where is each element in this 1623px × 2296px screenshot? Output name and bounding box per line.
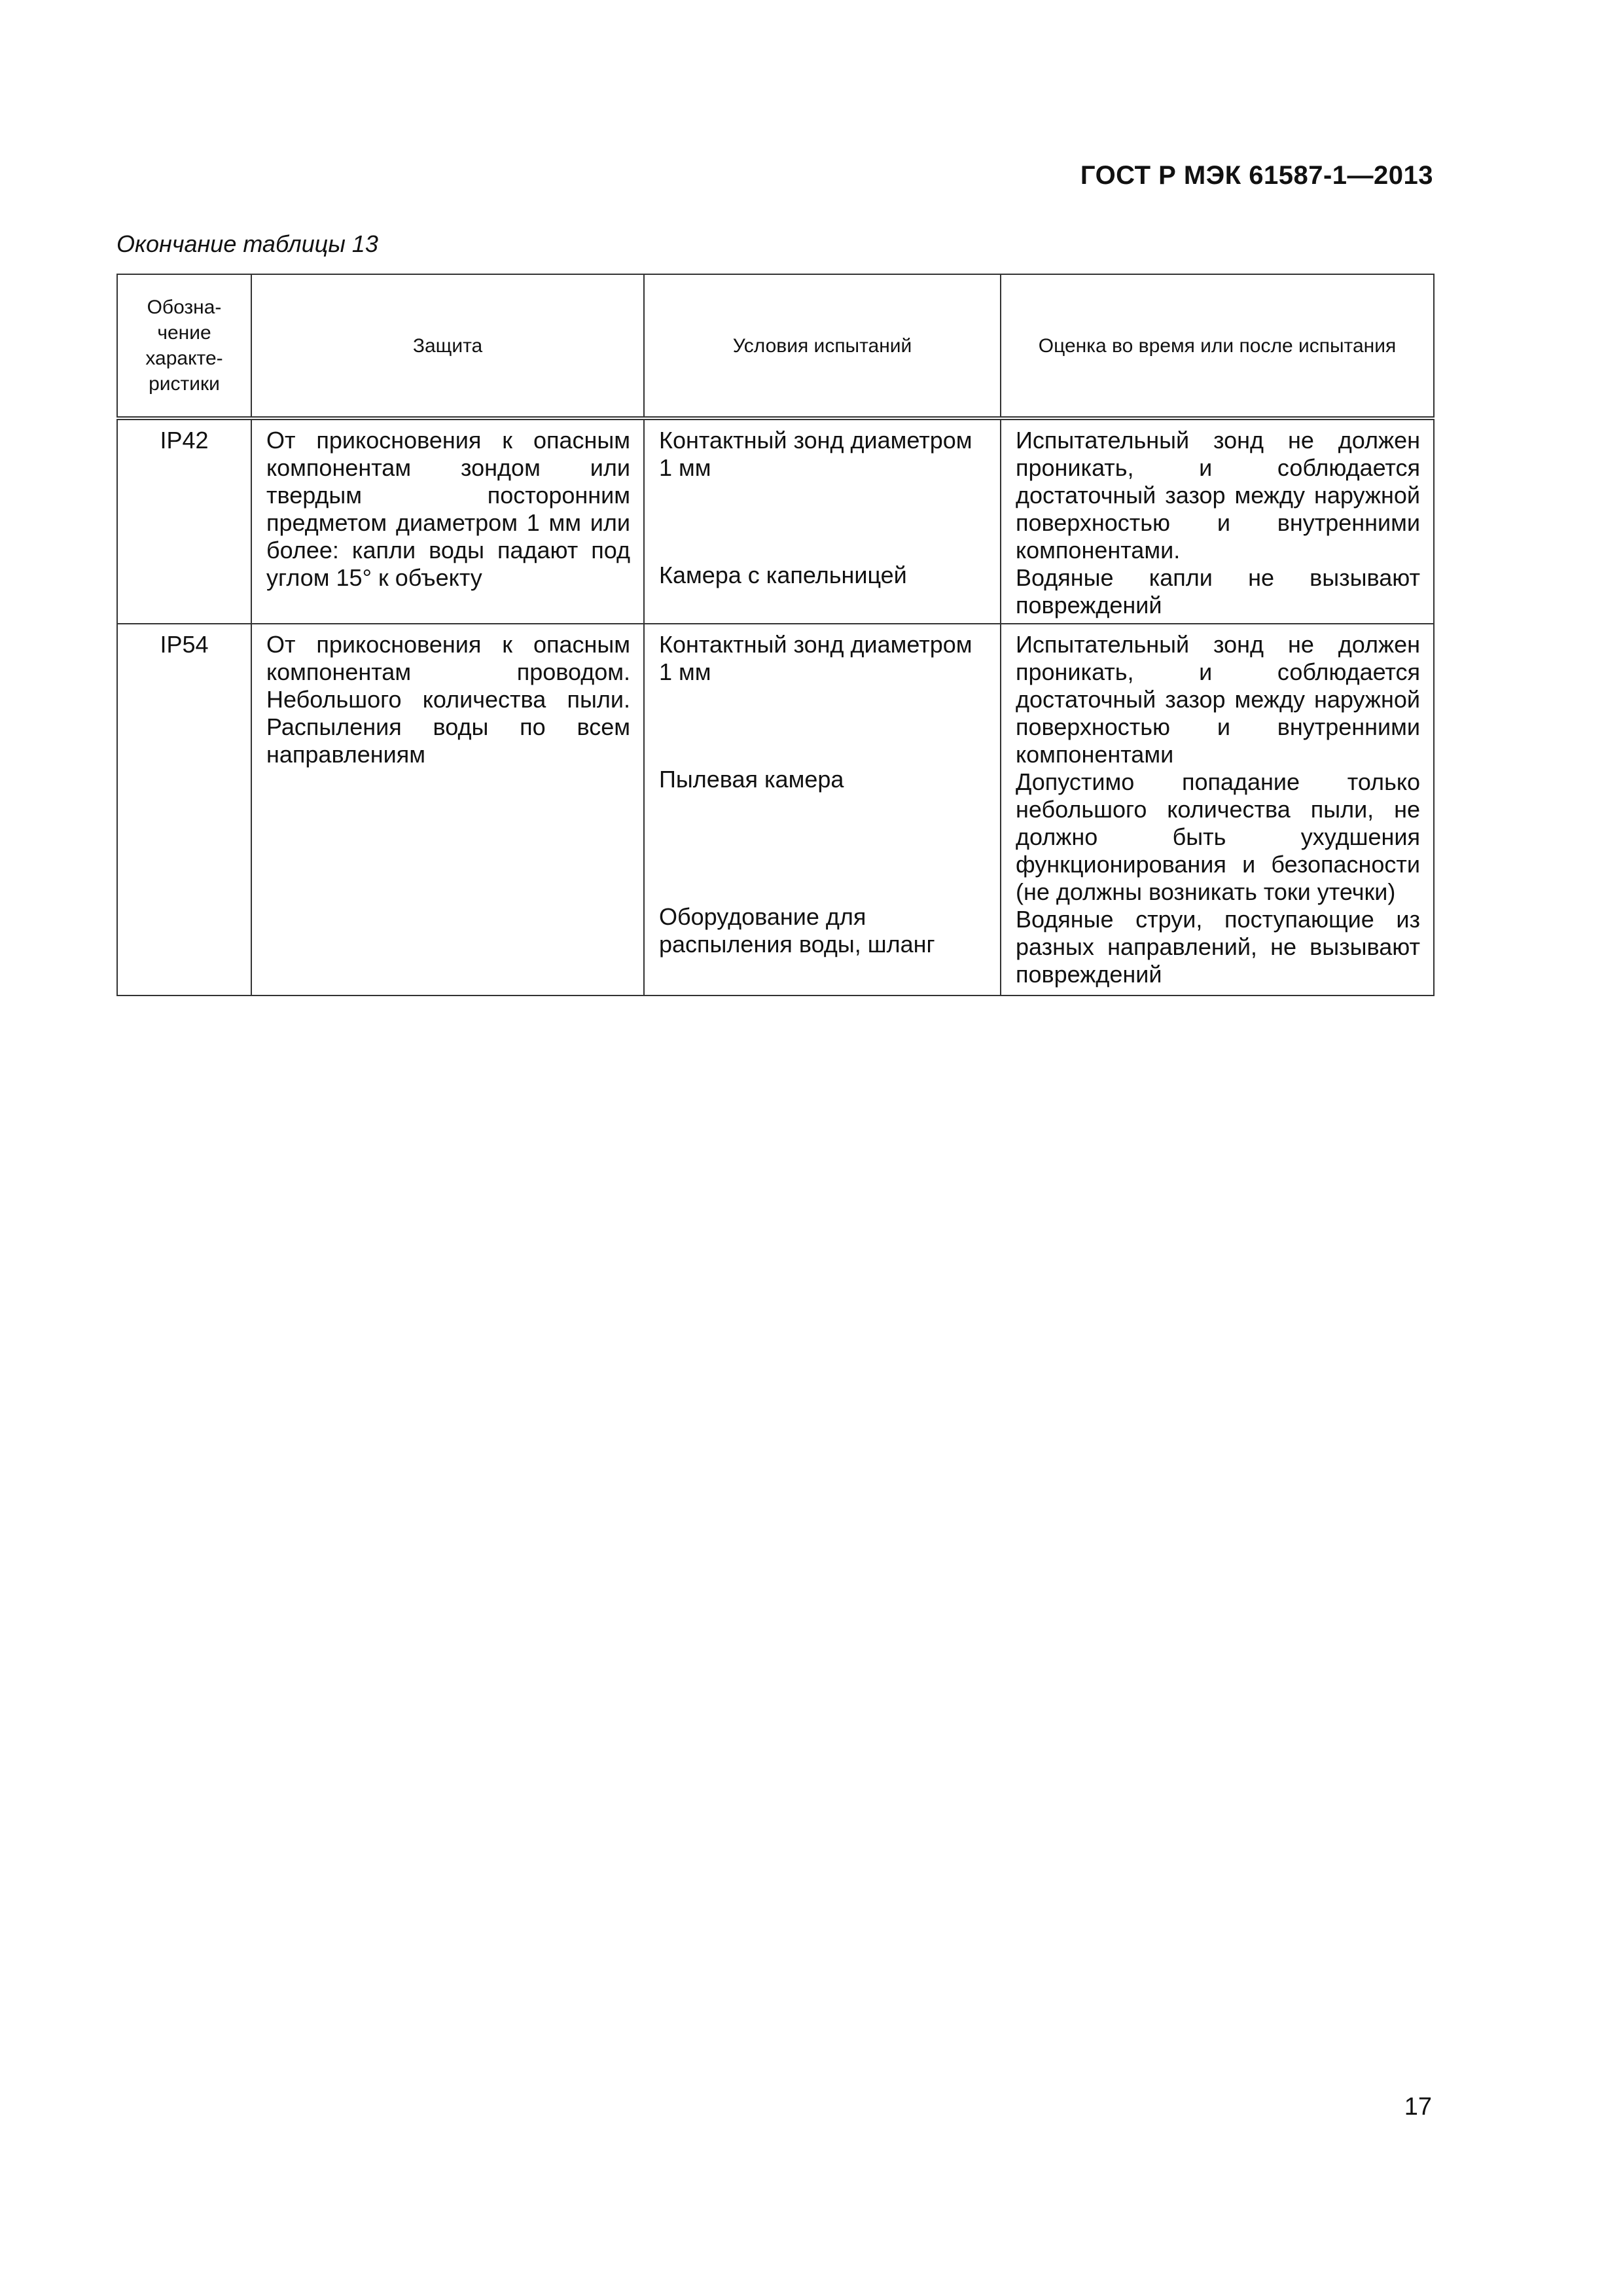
table-header-row <box>117 274 1434 418</box>
cell-evaluation <box>1001 624 1434 996</box>
cell-protection: От прикосновения к опасным компонентам зондом или твердым посторонним предметом диаметром 1 мм или более: капли воды падают под углом 15° к объекту <box>251 418 644 624</box>
column-header-code: Обозна- чение характе- ристики <box>117 274 251 418</box>
table-row-ip42 <box>117 418 1434 624</box>
cell-code: IP54 <box>117 624 251 996</box>
table-caption: Окончание таблицы 13 <box>116 230 378 257</box>
cell-evaluation <box>1001 418 1434 624</box>
page-number: 17 <box>1404 2093 1432 2121</box>
condition-text: Контактный зонд диаметром 1 мм <box>659 631 972 685</box>
document-code: ГОСТ Р МЭК 61587-1—2013 <box>1080 161 1433 190</box>
column-header-protection: Защита <box>251 274 644 418</box>
condition-text: Оборудование для распыления воды, шланг <box>659 903 935 958</box>
cell-conditions <box>644 418 1001 624</box>
condition-text: Камера с капельницей <box>659 562 907 588</box>
condition-text: Контактный зонд диаметром 1 мм <box>659 427 972 481</box>
table-row-ip54 <box>117 624 1434 996</box>
evaluation-text: Испытательный зонд не должен проникать, и соблюдается достаточный зазор между наружной поверхностью и внутренними компонентами. <box>1016 427 1420 564</box>
evaluation-text: Испытательный зонд не должен проникать, и соблюдается достаточный зазор между наружной поверхностью и внутренними компонентами <box>1016 631 1420 768</box>
condition-text: Пылевая камера <box>659 766 844 793</box>
evaluation-text: Водяные капли не вызывают повреждений <box>1016 564 1420 619</box>
column-header-evaluation: Оценка во время или после испытания <box>1001 274 1434 418</box>
cell-code: IP42 <box>117 418 251 624</box>
evaluation-text: Допустимо попадание только небольшого количества пыли, не должно быть ухудшения функционирования и безопасности (не должны возникать токи утечки) <box>1016 768 1420 905</box>
column-header-conditions: Условия испытаний <box>644 274 1001 418</box>
cell-protection: От прикосновения к опасным компонентам проводом. Небольшого количества пыли. Распыления воды по всем направлениям <box>251 624 644 996</box>
evaluation-text: Водяные струи, поступающие из разных направлений, не вызывают повреждений <box>1016 906 1420 988</box>
cell-conditions <box>644 624 1001 996</box>
protection-table <box>116 274 1435 996</box>
